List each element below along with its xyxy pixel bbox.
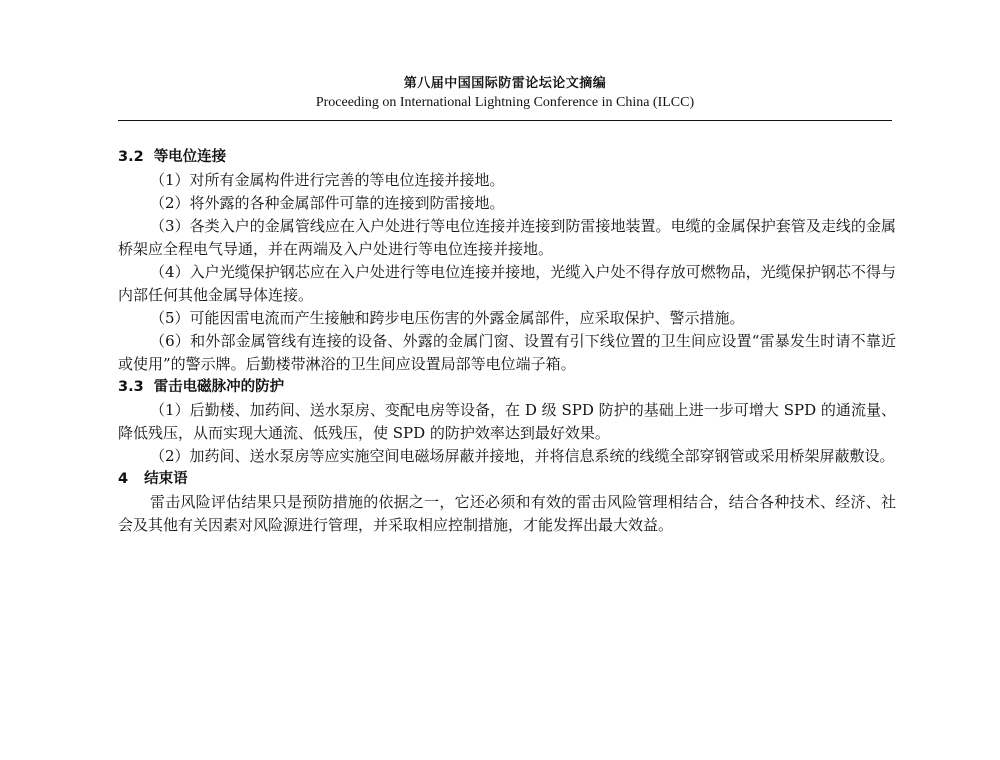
section-heading-3-3: [118, 376, 896, 399]
paragraph: （1）对所有金属构件进行完善的等电位连接并接地。: [150, 171, 505, 189]
body-text: [118, 146, 896, 537]
paragraph: （5）可能因雷电流而产生接触和跨步电压伤害的外露金属部件，应采取保护、警示措施。: [150, 309, 745, 327]
section-title: 等电位连接: [153, 149, 227, 165]
paragraph: （2）将外露的各种金属部件可靠的连接到防雷接地。: [150, 194, 505, 212]
section-number: 4: [118, 471, 129, 487]
section-heading-3-2: [118, 146, 896, 169]
header-rule: [118, 120, 892, 121]
section-title: 雷击电磁脉冲的防护: [153, 379, 285, 395]
section-heading-4: [118, 468, 896, 491]
section-number: 3.2: [118, 149, 144, 165]
running-header: [118, 74, 892, 112]
paragraph: （2）加药间、送水泵房等应实施空间电磁场屏蔽并接地，并将信息系统的线缆全部穿钢管或采用桥架屏蔽敷设。: [150, 447, 895, 465]
section-title: 结束语: [144, 471, 188, 487]
paragraph: （4）入户光缆保护钢芯应在入户处进行等电位连接并接地，光缆入户处不得存放可燃物品，光缆保护钢芯不得与内部任何其他金属导体连接。: [118, 263, 896, 304]
section-number: 3.3: [118, 379, 144, 395]
paragraph: 雷击风险评估结果只是预防措施的依据之一，它还必须和有效的雷击风险管理相结合，结合各种技术、经济、社会及其他有关因素对风险源进行管理，并采取相应控制措施，才能发挥出最大效益。: [118, 493, 896, 534]
paragraph: （1）后勤楼、加药间、送水泵房、变配电房等设备，在 D 级 SPD 防护的基础上进一步可增大 SPD 的通流量、降低残压，从而实现大通流、低残压，使 SPD 的防护效率达到最好效果。: [118, 401, 896, 442]
paragraph: （6）和外部金属管线有连接的设备、外露的金属门窗、设置有引下线位置的卫生间应设置“雷暴发生时请不靠近或使用”的警示牌。后勤楼带淋浴的卫生间应设置局部等电位端子箱。: [118, 332, 896, 373]
header-title-cn: 第八届中国国际防雷论坛论文摘编: [403, 76, 607, 91]
header-title-en: Proceeding on International Lightning Conference in China (ILCC): [315, 95, 695, 110]
paragraph: （3）各类入户的金属管线应在入户处进行等电位连接并连接到防雷接地装置。电缆的金属保护套管及走线的金属桥架应全程电气导通，并在两端及入户处进行等电位连接并接地。: [118, 217, 896, 258]
